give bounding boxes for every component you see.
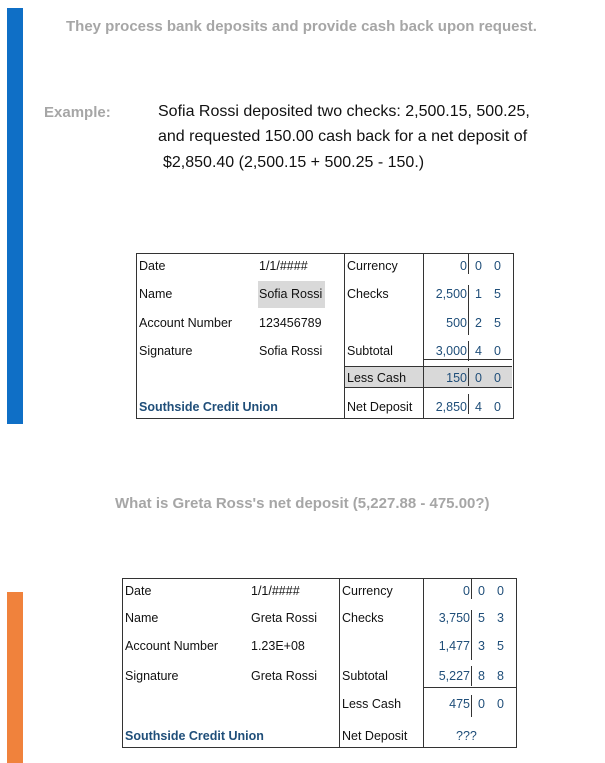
deposit-slip-example (136, 253, 514, 419)
less-cash-dollars: 475 (449, 697, 470, 711)
name-label: Name (125, 611, 159, 625)
check2-cents-1: 2 (475, 316, 482, 330)
less-cash-label: Less Cash (347, 371, 407, 385)
example-line-3: $2,850.40 (2,500.15 + 500.25 - 150.) (163, 154, 425, 171)
currency-cents-1: 0 (475, 259, 482, 273)
check1-cents-1: 1 (475, 287, 482, 301)
account-label: Account Number (125, 639, 219, 653)
net-cents-2: 0 (494, 400, 501, 414)
less-cash-cents-2: 0 (494, 371, 501, 385)
date-label: Date (125, 584, 152, 598)
subtotal-cents-1: 8 (478, 669, 485, 683)
check2-cents-2: 5 (497, 639, 504, 653)
signature-value: Greta Rossi (251, 669, 317, 683)
example-line-1: Sofia Rossi deposited two checks: 2,500.15, 500.25, (158, 103, 530, 120)
subtotal-label: Subtotal (347, 344, 393, 358)
blue-accent-bar (7, 8, 23, 424)
check2-cents-1: 3 (478, 639, 485, 653)
account-value: 123456789 (259, 316, 322, 330)
currency-dollars: 0 (460, 259, 467, 273)
checks-label: Checks (342, 611, 384, 625)
date-value: 1/1/#### (259, 259, 308, 273)
bank-name: Southside Credit Union (125, 729, 264, 743)
less-cash-dollars: 150 (446, 371, 467, 385)
check1-cents-1: 5 (478, 611, 485, 625)
net-cents-1: 4 (475, 400, 482, 414)
currency-label: Currency (342, 584, 393, 598)
check2-cents-2: 5 (494, 316, 501, 330)
example-label: Example: (44, 104, 111, 121)
example-line-2: and requested 150.00 cash back for a net deposit of (158, 128, 528, 145)
deposit-slip-question (122, 578, 517, 748)
currency-cents-2: 0 (497, 584, 504, 598)
signature-value: Sofia Rossi (259, 344, 323, 358)
less-cash-cents-2: 0 (497, 697, 504, 711)
subtotal-cents-2: 0 (494, 344, 501, 358)
net-deposit-label: Net Deposit (347, 400, 413, 414)
check1-dollars: 3,750 (438, 611, 470, 625)
net-deposit-label: Net Deposit (342, 729, 408, 743)
subtotal-cents-2: 8 (497, 669, 504, 683)
signature-label: Signature (139, 344, 193, 358)
account-label: Account Number (139, 316, 233, 330)
account-value: 1.23E+08 (251, 639, 305, 653)
less-cash-cents-1: 0 (478, 697, 485, 711)
net-deposit-answer: ??? (456, 729, 477, 743)
less-cash-label: Less Cash (342, 697, 402, 711)
date-label: Date (139, 259, 166, 273)
signature-label: Signature (125, 669, 179, 683)
name-label: Name (139, 287, 173, 301)
subtotal-label: Subtotal (342, 669, 388, 683)
check1-cents-2: 3 (497, 611, 504, 625)
subtotal-cents-1: 4 (475, 344, 482, 358)
orange-accent-bar (7, 592, 23, 763)
bank-name: Southside Credit Union (139, 400, 278, 414)
check1-cents-2: 5 (494, 287, 501, 301)
date-value: 1/1/#### (251, 584, 300, 598)
currency-label: Currency (347, 259, 398, 273)
subtotal-dollars: 5,227 (438, 669, 470, 683)
question-heading: What is Greta Ross's net deposit (5,227.88 - 475.00?) (115, 495, 490, 512)
check1-dollars: 2,500 (435, 287, 467, 301)
currency-cents-1: 0 (478, 584, 485, 598)
subtotal-dollars: 3,000 (435, 344, 467, 358)
name-value: Greta Rossi (251, 611, 317, 625)
check2-dollars: 500 (446, 316, 467, 330)
name-value: Sofia Rossi (259, 287, 323, 301)
checks-label: Checks (347, 287, 389, 301)
currency-dollars: 0 (463, 584, 470, 598)
currency-cents-2: 0 (494, 259, 501, 273)
check2-dollars: 1,477 (438, 639, 470, 653)
intro-heading: They process bank deposits and provide cash back upon request. (66, 18, 537, 35)
net-dollars: 2,850 (435, 400, 467, 414)
less-cash-cents-1: 0 (475, 371, 482, 385)
